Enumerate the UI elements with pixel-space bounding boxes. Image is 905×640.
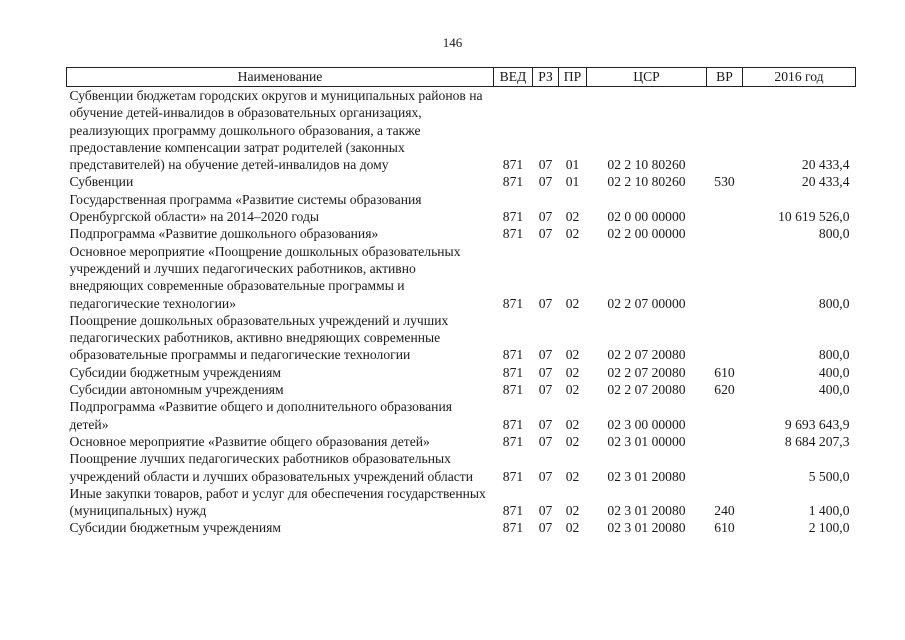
row-rz: 07 [538, 226, 553, 242]
row-ved: 871 [502, 382, 524, 398]
row-name: Субвенции бюджетам городских округов и муниципальных районов на обучение детей-инвалидов в образовательных организациях, реализующих программу дошкольного образования, а также предоставление компенсации затрат родителей (законных представителей) на обучение детей-инвалидов на дому [69, 88, 483, 173]
table-row [67, 519, 856, 536]
row-name: Подпрограмма «Развитие общего и дополнительного образования детей» [69, 399, 452, 432]
row-csr: 02 2 07 20080 [607, 382, 686, 398]
table-row [67, 450, 856, 485]
row-vr [707, 398, 743, 433]
row-amount: 5 500,0 [808, 468, 850, 484]
row-name: Субсидии бюджетным учреждениям [69, 364, 282, 380]
row-name: Поощрение лучших педагогических работников образовательных учреждений области и лучших образовательных учреждений области [69, 451, 473, 484]
table-row [67, 433, 856, 450]
header-rz: РЗ [533, 68, 559, 87]
row-rz: 07 [538, 295, 553, 311]
row-csr: 02 3 01 20080 [607, 503, 686, 519]
row-vr: 530 [714, 174, 735, 190]
row-name: Подпрограмма «Развитие дошкольного образования» [69, 226, 379, 242]
row-vr [707, 225, 743, 242]
row-amount: 20 433,4 [801, 157, 850, 173]
header-name: Наименование [67, 68, 494, 87]
table-row [67, 87, 856, 174]
table-row [67, 364, 856, 381]
row-amount: 800,0 [818, 295, 850, 311]
row-amount: 10 619 526,0 [778, 209, 850, 225]
row-pr: 02 [565, 295, 580, 311]
row-amount: 400,0 [818, 364, 850, 380]
header-pr: ПР [559, 68, 587, 87]
row-pr: 02 [565, 503, 580, 519]
row-csr: 02 3 00 00000 [607, 416, 686, 432]
row-rz: 07 [538, 468, 553, 484]
row-ved: 871 [502, 468, 524, 484]
row-vr [707, 243, 743, 312]
row-vr [707, 87, 743, 174]
row-ved: 871 [502, 416, 524, 432]
row-pr: 01 [565, 174, 580, 190]
table-body [67, 87, 856, 537]
header-row [67, 68, 856, 87]
row-vr [707, 450, 743, 485]
row-vr [707, 191, 743, 226]
row-ved: 871 [502, 174, 524, 190]
row-pr: 02 [565, 468, 580, 484]
row-csr: 02 3 01 20080 [607, 520, 686, 536]
row-name: Поощрение дошкольных образовательных учреждений и лучших педагогических работников, активно внедряющих современные образовательные программы и педагогические технологии [69, 312, 449, 363]
table-row [67, 191, 856, 226]
table-row [67, 485, 856, 520]
row-name: Иные закупки товаров, работ и услуг для обеспечения государственных (муниципальных) нужд [69, 485, 486, 519]
row-vr: 610 [714, 520, 735, 536]
row-rz: 07 [538, 347, 553, 363]
row-vr [707, 433, 743, 450]
table-header [67, 68, 856, 87]
page-number: 146 [442, 35, 463, 50]
table-row [67, 243, 856, 312]
table-row [67, 173, 856, 190]
row-rz: 07 [538, 174, 553, 190]
row-ved: 871 [502, 503, 524, 519]
row-csr: 02 2 10 80260 [607, 174, 686, 190]
row-pr: 02 [565, 347, 580, 363]
row-rz: 07 [538, 433, 553, 449]
row-rz: 07 [538, 416, 553, 432]
row-ved: 871 [502, 433, 524, 449]
row-ved: 871 [502, 295, 524, 311]
header-ved: ВЕД [494, 68, 533, 87]
row-name: Государственная программа «Развитие системы образования Оренбургской области» на 2014–2020 годы [69, 191, 422, 225]
header-year: 2016 год [743, 68, 856, 87]
budget-table [66, 67, 856, 537]
row-amount: 20 433,4 [801, 174, 850, 190]
table-row [67, 225, 856, 242]
row-amount: 2 100,0 [808, 520, 850, 536]
row-amount: 9 693 643,9 [784, 416, 850, 432]
row-csr: 02 2 07 20080 [607, 364, 686, 380]
row-pr: 02 [565, 382, 580, 398]
row-rz: 07 [538, 209, 553, 225]
row-rz: 07 [538, 157, 553, 173]
row-name: Субсидии автономным учреждениям [69, 382, 284, 398]
row-csr: 02 2 07 00000 [607, 295, 686, 311]
table-row [67, 398, 856, 433]
row-csr: 02 3 01 20080 [607, 468, 686, 484]
row-pr: 02 [565, 416, 580, 432]
row-ved: 871 [502, 364, 524, 380]
row-vr [707, 312, 743, 364]
row-ved: 871 [502, 226, 524, 242]
row-name: Основное мероприятие «Развитие общего образования детей» [69, 433, 430, 449]
row-pr: 01 [565, 157, 580, 173]
row-csr: 02 2 07 20080 [607, 347, 686, 363]
row-amount: 8 684 207,3 [784, 433, 850, 449]
table-row [67, 312, 856, 364]
row-csr: 02 0 00 00000 [607, 209, 686, 225]
row-pr: 02 [565, 520, 580, 536]
table-row [67, 381, 856, 398]
row-vr: 240 [714, 503, 735, 519]
row-pr: 02 [565, 226, 580, 242]
row-csr: 02 2 00 00000 [607, 226, 686, 242]
row-amount: 800,0 [818, 347, 850, 363]
row-rz: 07 [538, 364, 553, 380]
row-amount: 400,0 [818, 382, 850, 398]
row-pr: 02 [565, 433, 580, 449]
row-vr: 610 [714, 364, 735, 380]
row-vr: 620 [714, 382, 735, 398]
row-rz: 07 [538, 520, 553, 536]
row-name: Субсидии бюджетным учреждениям [69, 520, 282, 536]
row-amount: 800,0 [818, 226, 850, 242]
row-csr: 02 3 01 00000 [607, 433, 686, 449]
row-ved: 871 [502, 520, 524, 536]
row-name: Основное мероприятие «Поощрение дошкольных образовательных учреждений и лучших педагогических работников, активно внедряющих современные образовательные программы и педагогические технологии» [69, 243, 461, 311]
row-amount: 1 400,0 [808, 503, 850, 519]
row-ved: 871 [502, 347, 524, 363]
row-rz: 07 [538, 503, 553, 519]
header-vr: ВР [707, 68, 743, 87]
row-rz: 07 [538, 382, 553, 398]
row-ved: 871 [502, 209, 524, 225]
row-pr: 02 [565, 364, 580, 380]
row-pr: 02 [565, 209, 580, 225]
row-csr: 02 2 10 80260 [607, 157, 686, 173]
row-name: Субвенции [69, 174, 134, 190]
row-ved: 871 [502, 157, 524, 173]
header-csr: ЦСР [587, 68, 707, 87]
